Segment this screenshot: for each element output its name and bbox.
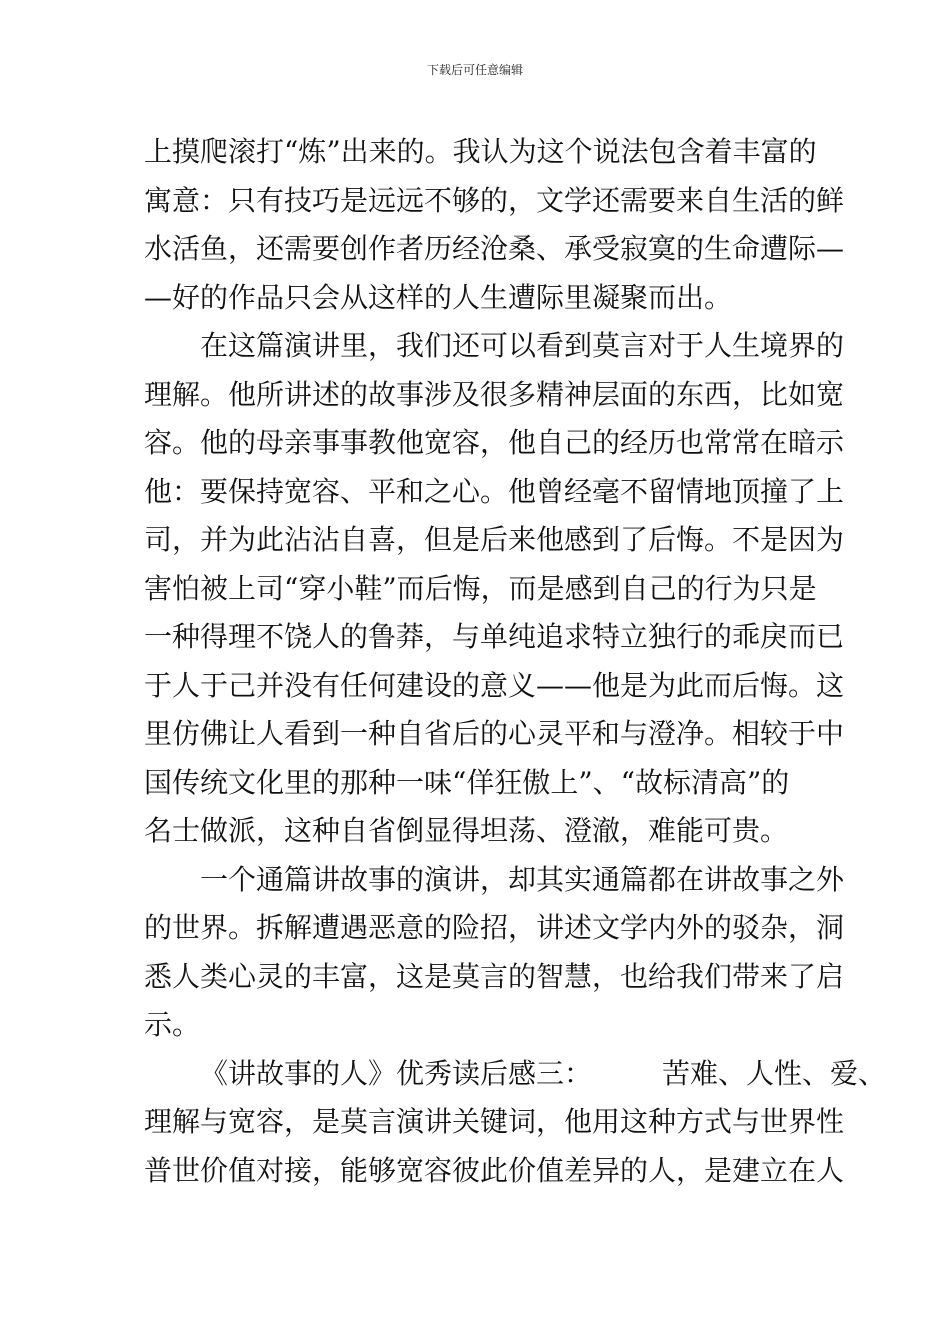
text-line: 一种得理不饶人的鲁莽，与单纯追求特立独行的乖戾而已 [144,620,845,653]
text-line: 普世价值对接，能够宽容彼此价值差异的人，是建立在人 [144,1153,845,1187]
text-line: 容。他的母亲事事教他宽容，他自己的经历也常常在暗示 [144,426,845,459]
text-line: 水活鱼，还需要创作者历经沧桑、承受寂寞的生命遭际— [144,232,845,265]
text-line: 司，并为此沾沾自喜，但是后来他感到了后悔。不是因为 [144,523,845,556]
page-header: 下载后可任意编辑 [426,63,523,77]
text-line: —好的作品只会从这样的人生遭际里凝聚而出。 [144,280,733,314]
text-line: 里仿佛让人看到一种自省后的心灵平和与澄净。相较于中 [144,717,845,750]
text-line: 示。 [144,1008,201,1041]
text-line: 于人于己并没有任何建设的意义——他是为此而后悔。这 [144,668,845,702]
text-line: 国传统文化里的那种一味“佯狂傲上”、“故标清高”的 [144,765,790,799]
text-line: 寓意：只有技巧是远远不够的，文学还需要来自生活的鲜 [144,183,845,217]
document-body [144,128,887,1195]
text-line: 悉人类心灵的丰富，这是莫言的智慧，也给我们带来了启 [144,959,845,993]
text-line: 理解。他所讲述的故事涉及很多精神层面的东西，比如宽 [144,377,845,411]
paragraph-first-line: 《讲故事的人》优秀读后感三： 苦难、人性、爱、 [200,1056,887,1090]
text-line: 害怕被上司“穿小鞋”而后悔，而是感到自己的行为只是 [144,571,817,605]
text-line: 名士做派，这种自省倒显得坦荡、澄澈，难能可贵。 [144,814,789,847]
text-line: 他：要保持宽容、平和之心。他曾经毫不留情地顶撞了上 [144,474,845,508]
text-line: 理解与宽容，是莫言演讲关键词，他用这种方式与世界性 [144,1105,845,1138]
text-line: 的世界。拆解遭遇恶意的险招，讲述文学内外的驳杂，洞 [144,911,845,944]
paragraph-first-line: 在这篇演讲里，我们还可以看到莫言对于人生境界的 [200,329,845,362]
text-line: 上摸爬滚打“炼”出来的。我认为这个说法包含着丰富的 [144,135,817,168]
paragraph-first-line: 一个通篇讲故事的演讲，却其实通篇都在讲故事之外 [200,862,845,896]
